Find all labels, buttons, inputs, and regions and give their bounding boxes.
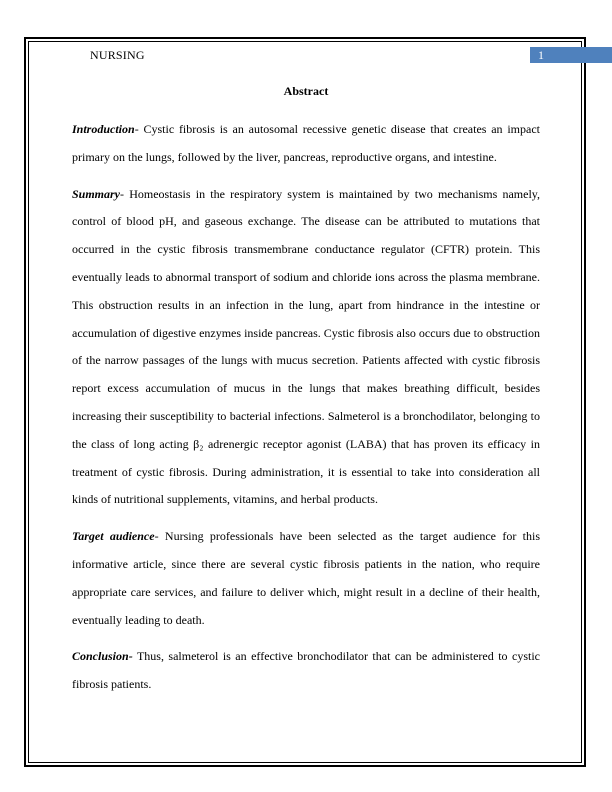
summary-label: Summary (72, 186, 121, 201)
conclusion-label: Conclusion- (72, 649, 133, 664)
target-audience-separator: - (154, 529, 165, 544)
running-header-title: NURSING (90, 48, 145, 62)
target-audience-paragraph (72, 523, 540, 634)
introduction-paragraph (72, 116, 540, 172)
page-number: 1 (538, 48, 544, 62)
conclusion-paragraph (72, 643, 540, 699)
introduction-label: Introduction (72, 122, 135, 136)
introduction-separator: - (134, 122, 144, 136)
summary-paragraph (72, 181, 540, 515)
summary-text: Homeostasis in the respiratory system is maintained by two mechanisms namely, control of blood pH, and gaseous exchange. The disease can be attributed to mutations that occurred in the cystic fibrosis transmembrane conductance regulator (CFTR) protein. This eventually leads to abnormal transport of sodium and chloride ions across the plasma membrane. This obstruction results in an infection in the lung, apart from hindrance in the intestine or accumulation of digestive enzymes inside pancreas. Cystic fibrosis also occurs due to obstruction of the narrow passages of the lungs with mucus secretion. Patients affected with cystic fibrosis report excess accumulation of mucus in the lungs that makes breathing difficult, besides increasing their susceptibility to bacterial infections. Salmeterol is a bronchodilator, belonging to the class of long acting β₂ adrenergic receptor agonist (LABA) that has proven its efficacy in treatment of cystic fibrosis. During administration, it is essential to take into consideration all kinds of nutritional supplements, vitamins, and herbal products. (72, 186, 540, 507)
summary-separator: - (120, 186, 130, 201)
target-audience-text: Nursing professionals have been selected as the target audience for this informative article, since there are several cystic fibrosis patients in the nation, who require appropriate care services, and failure to deliver which, might result in a decline of their health, eventually leading to death. (72, 529, 540, 627)
abstract-body (72, 116, 540, 708)
target-audience-label: Target audience (72, 529, 155, 544)
abstract-heading: Abstract (283, 84, 329, 98)
introduction-text: Cystic fibrosis is an autosomal recessive genetic disease that creates an impact primary on the lungs, followed by the liver, pancreas, reproductive organs, and intestine. (72, 122, 540, 164)
conclusion-text: Thus, salmeterol is an effective bronchodilator that can be administered to cystic fibrosis patients. (72, 649, 540, 692)
